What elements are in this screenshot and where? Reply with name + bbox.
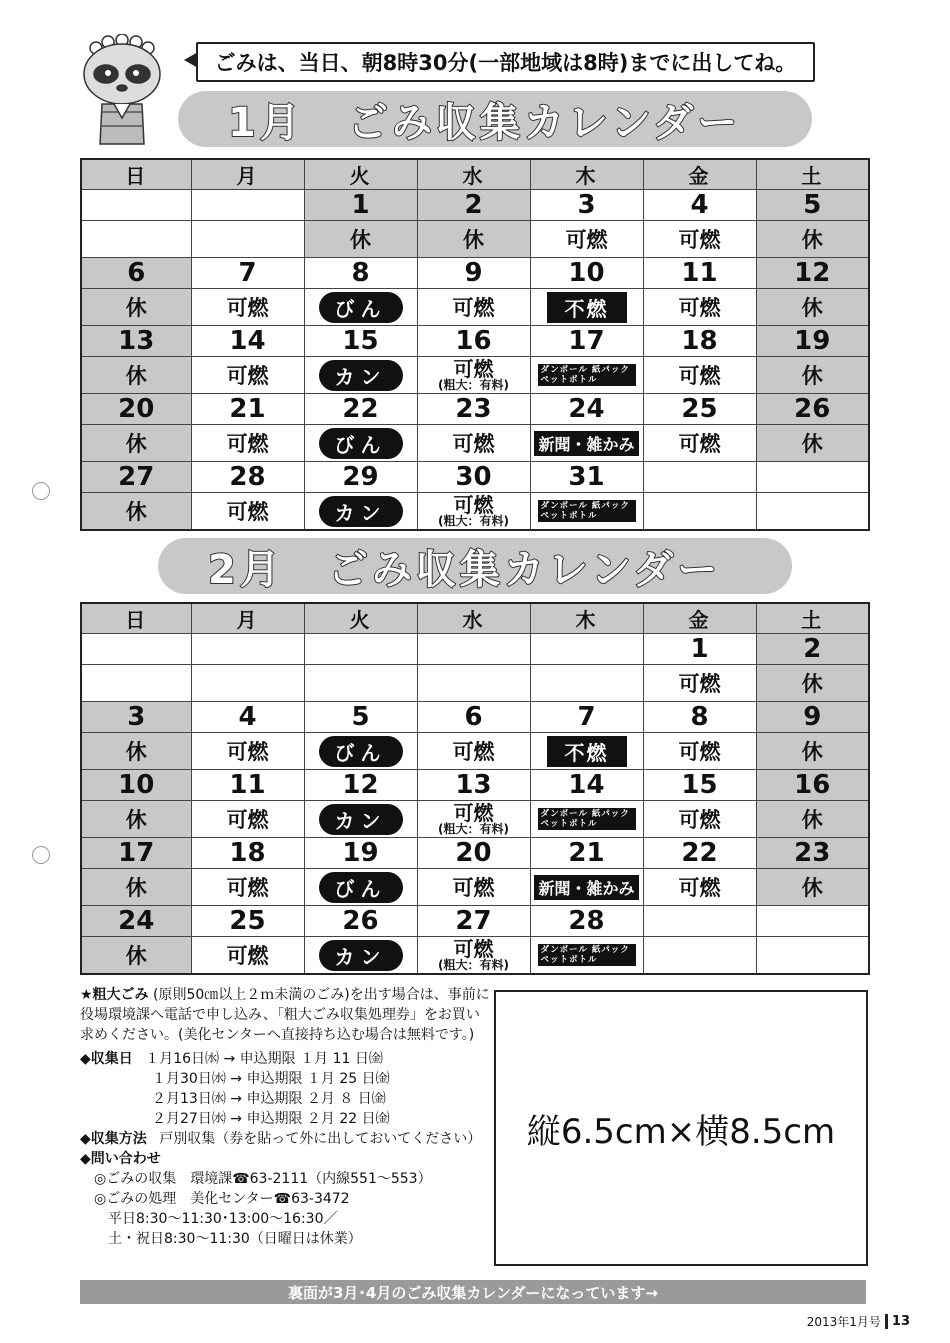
contact-line: 土・祝日8:30～11:30（日曜日は休業）	[108, 1231, 362, 1247]
date-cell: 8	[643, 702, 756, 733]
burnable-label: 可燃	[678, 432, 721, 456]
date-cell: 22	[304, 394, 417, 425]
collection-cell	[191, 733, 304, 770]
weekday-header: 日	[81, 159, 191, 190]
binder-hole-1	[32, 482, 50, 500]
collection-cell	[81, 221, 191, 258]
burnable-label: 可燃	[226, 364, 269, 388]
date-cell	[81, 634, 191, 665]
date-cell: 27	[81, 462, 191, 493]
collection-cell	[304, 221, 417, 258]
burnable-label: 可燃	[678, 672, 721, 696]
date-cell: 12	[756, 258, 869, 289]
date-cell: 4	[191, 702, 304, 733]
date-cell: 21	[530, 838, 643, 869]
collection-cell	[417, 493, 530, 531]
date-cell: 15	[643, 770, 756, 801]
no-collection-label: 休	[801, 228, 823, 252]
weekday-header: 水	[417, 603, 530, 634]
collection-cell	[530, 357, 643, 394]
no-collection-label: 休	[801, 876, 823, 900]
date-row	[81, 462, 869, 493]
collection-cell	[417, 665, 530, 702]
collection-cell	[643, 289, 756, 326]
issue-label: 2013年1月号	[806, 1315, 881, 1329]
collect-heading: ◆収集日	[80, 1051, 133, 1067]
page-footer	[807, 1313, 910, 1330]
collection-cell	[304, 937, 417, 975]
collection-cell	[191, 289, 304, 326]
date-cell: 25	[191, 906, 304, 937]
burnable-label: 可燃	[565, 228, 608, 252]
collection-cell	[304, 425, 417, 462]
date-cell	[417, 634, 530, 665]
no-collection-label: 休	[801, 808, 823, 832]
collection-cell	[756, 665, 869, 702]
date-cell: 7	[530, 702, 643, 733]
date-cell: 3	[81, 702, 191, 733]
date-cell: 6	[417, 702, 530, 733]
no-collection-label: 休	[125, 876, 147, 900]
date-cell: 24	[530, 394, 643, 425]
collection-cell	[191, 801, 304, 838]
weekday-header-row	[81, 159, 869, 190]
collection-cell	[417, 937, 530, 975]
recyclables-badge: ダンボール 紙パック ペットボトル	[538, 944, 636, 966]
calendar-february	[80, 602, 870, 975]
category-row	[81, 493, 869, 531]
weekday-header: 土	[756, 159, 869, 190]
calendar-title-february: 2月 ごみ収集カレンダー	[158, 538, 792, 594]
no-collection-label: 休	[801, 432, 823, 456]
collection-cell	[530, 937, 643, 975]
burnable-label: 可燃	[452, 740, 495, 764]
collection-cell	[304, 733, 417, 770]
date-cell: 11	[643, 258, 756, 289]
collection-cell	[191, 493, 304, 531]
weekday-header: 水	[417, 159, 530, 190]
collection-cell	[756, 801, 869, 838]
date-cell	[643, 906, 756, 937]
collect-line: １月30日㈬ → 申込期限 １月 25 日㈮	[152, 1071, 390, 1087]
bulky-paid-label: (粗大：有料)	[438, 821, 509, 836]
non-burnable-badge: 不燃	[547, 736, 627, 767]
sodai-body: (原則50㎝以上２ｍ未満のごみ)を出す場合は、事前に役場環境課へ電話で申し込み、「粗大ごみ収集処理券」をお買い求めください。(美化センターへ直接持ち込む場合は無料です。)	[80, 987, 490, 1043]
collection-cell	[81, 733, 191, 770]
collection-cell	[81, 801, 191, 838]
burnable-label: 可燃	[452, 432, 495, 456]
no-collection-label: 休	[125, 944, 147, 968]
date-cell: 28	[191, 462, 304, 493]
date-cell: 16	[756, 770, 869, 801]
burnable-label: 可燃	[226, 500, 269, 524]
collection-cell	[191, 869, 304, 906]
collection-cell	[643, 357, 756, 394]
date-cell: 29	[304, 462, 417, 493]
method-heading: ◆収集方法	[80, 1131, 147, 1147]
date-cell: 23	[756, 838, 869, 869]
weekday-header: 日	[81, 603, 191, 634]
collection-cell	[304, 493, 417, 531]
date-row	[81, 326, 869, 357]
date-cell: 15	[304, 326, 417, 357]
weekday-header: 金	[643, 159, 756, 190]
burnable-label: 可燃	[226, 432, 269, 456]
date-row	[81, 770, 869, 801]
category-row	[81, 733, 869, 770]
weekday-header: 火	[304, 159, 417, 190]
date-row	[81, 634, 869, 665]
date-cell: 28	[530, 906, 643, 937]
weekday-header: 月	[191, 603, 304, 634]
date-cell: 11	[191, 770, 304, 801]
date-cell: 10	[530, 258, 643, 289]
collection-cell	[191, 221, 304, 258]
date-cell	[191, 634, 304, 665]
no-collection-label: 休	[125, 740, 147, 764]
date-cell: 17	[81, 838, 191, 869]
contact-line: 平日8:30～11:30･13:00～16:30／	[108, 1211, 338, 1227]
date-cell: 22	[643, 838, 756, 869]
date-cell: 17	[530, 326, 643, 357]
date-cell: 9	[756, 702, 869, 733]
collection-cell	[643, 665, 756, 702]
collection-cell	[304, 289, 417, 326]
collection-cell	[81, 937, 191, 975]
date-cell: 27	[417, 906, 530, 937]
collection-cell	[304, 665, 417, 702]
box-size-label: 縦6.5cm×横8.5cm	[526, 1111, 836, 1152]
next-page-banner: 裏面が3月･4月のごみ収集カレンダーになっています→	[80, 1280, 866, 1304]
category-row	[81, 665, 869, 702]
no-collection-label: 休	[125, 500, 147, 524]
date-cell: 13	[81, 326, 191, 357]
date-cell: 7	[191, 258, 304, 289]
collection-time-notice: ごみは、当日、朝8時30分(一部地域は8時)までに出してね。	[196, 42, 815, 82]
collection-cell	[643, 937, 756, 975]
date-cell: 31	[530, 462, 643, 493]
bulky-waste-notes	[80, 985, 490, 1249]
date-cell: 19	[756, 326, 869, 357]
collection-cell	[643, 425, 756, 462]
date-cell: 18	[643, 326, 756, 357]
collection-cell	[417, 869, 530, 906]
collection-cell	[530, 869, 643, 906]
collection-cell	[81, 425, 191, 462]
bulky-paid-label: (粗大：有料)	[438, 513, 509, 528]
date-cell: 4	[643, 190, 756, 221]
collection-cell	[191, 937, 304, 975]
collection-cell	[81, 869, 191, 906]
burnable-with-bulky	[418, 800, 530, 836]
collection-cell	[530, 221, 643, 258]
burnable-with-bulky	[418, 936, 530, 972]
no-collection-label: 休	[125, 432, 147, 456]
date-cell: 14	[530, 770, 643, 801]
date-cell: 24	[81, 906, 191, 937]
method-paragraph	[80, 1129, 490, 1149]
no-collection-label: 休	[801, 364, 823, 388]
collection-cell	[191, 665, 304, 702]
date-cell: 1	[643, 634, 756, 665]
burnable-label: 可燃	[226, 296, 269, 320]
category-row	[81, 357, 869, 394]
date-cell	[643, 462, 756, 493]
collect-line: ２月27日㈬ → 申込期限 ２月 22 日㈮	[152, 1111, 390, 1127]
date-cell: 30	[417, 462, 530, 493]
burnable-label: 可燃	[453, 800, 494, 825]
category-row	[81, 801, 869, 838]
placeholder-box	[494, 990, 868, 1266]
collection-cell	[417, 289, 530, 326]
date-cell: 20	[81, 394, 191, 425]
bulky-paid-label: (粗大：有料)	[438, 377, 509, 392]
collection-cell	[417, 425, 530, 462]
collection-cell	[756, 493, 869, 531]
category-row	[81, 937, 869, 975]
date-row	[81, 702, 869, 733]
sodai-heading: ★粗大ごみ	[80, 987, 149, 1003]
category-row	[81, 425, 869, 462]
burnable-label: 可燃	[678, 876, 721, 900]
date-cell: 21	[191, 394, 304, 425]
burnable-label: 可燃	[226, 944, 269, 968]
can-collection-badge: カン	[319, 804, 403, 835]
contact-line: ◎ごみの処理 美化センター☎63-3472	[94, 1191, 350, 1207]
non-burnable-badge: 不燃	[547, 292, 627, 323]
calendar-january	[80, 158, 870, 531]
collection-cell	[643, 801, 756, 838]
collection-cell	[756, 221, 869, 258]
sodai-paragraph	[80, 985, 490, 1045]
recyclables-badge: ダンボール 紙パック ペットボトル	[538, 364, 636, 386]
burnable-label: 可燃	[678, 808, 721, 832]
no-collection-label: 休	[125, 296, 147, 320]
collection-cell	[530, 493, 643, 531]
collection-cell	[530, 425, 643, 462]
collect-line: ２月13日㈬ → 申込期限 ２月 ８ 日㈮	[152, 1091, 386, 1107]
newspaper-badge: 新聞・雑かみ	[534, 875, 638, 900]
bulky-paid-label: (粗大：有料)	[438, 957, 509, 972]
burnable-label: 可燃	[226, 876, 269, 900]
collection-cell	[643, 221, 756, 258]
collection-cell	[81, 665, 191, 702]
weekday-header: 木	[530, 159, 643, 190]
burnable-label: 可燃	[452, 876, 495, 900]
date-cell	[304, 634, 417, 665]
burnable-label: 可燃	[453, 492, 494, 517]
burnable-label: 可燃	[226, 740, 269, 764]
date-cell	[81, 190, 191, 221]
category-row	[81, 221, 869, 258]
burnable-label: 可燃	[678, 364, 721, 388]
weekday-header: 木	[530, 603, 643, 634]
no-collection-label: 休	[125, 808, 147, 832]
page-number: 13	[885, 1314, 910, 1329]
weekday-header: 火	[304, 603, 417, 634]
bottle-collection-badge: びん	[319, 292, 403, 323]
weekday-header-row	[81, 603, 869, 634]
collection-cell	[304, 869, 417, 906]
collection-cell	[756, 357, 869, 394]
date-cell: 19	[304, 838, 417, 869]
burnable-label: 可燃	[678, 740, 721, 764]
tanuki-mascot-icon	[72, 34, 172, 154]
date-cell: 18	[191, 838, 304, 869]
can-collection-badge: カン	[319, 940, 403, 971]
collection-cell	[191, 425, 304, 462]
no-collection-label: 休	[801, 740, 823, 764]
collection-cell	[81, 493, 191, 531]
collection-cell	[756, 937, 869, 975]
date-cell: 26	[304, 906, 417, 937]
date-cell: 13	[417, 770, 530, 801]
date-row	[81, 838, 869, 869]
collection-cell	[191, 357, 304, 394]
method-body: 戸別収集（券を貼って外に出しておいてください）	[159, 1131, 482, 1147]
no-collection-label: 休	[801, 672, 823, 696]
collection-cell	[756, 425, 869, 462]
collection-cell	[417, 733, 530, 770]
collection-cell	[643, 733, 756, 770]
date-cell: 23	[417, 394, 530, 425]
date-row	[81, 906, 869, 937]
burnable-label: 可燃	[226, 808, 269, 832]
date-cell: 1	[304, 190, 417, 221]
date-cell: 6	[81, 258, 191, 289]
date-cell: 9	[417, 258, 530, 289]
category-row	[81, 289, 869, 326]
date-cell: 25	[643, 394, 756, 425]
burnable-with-bulky	[418, 492, 530, 528]
collection-cell	[756, 869, 869, 906]
bottle-collection-badge: びん	[319, 872, 403, 903]
burnable-label: 可燃	[678, 296, 721, 320]
no-collection-label: 休	[801, 296, 823, 320]
contact-heading: ◆問い合わせ	[80, 1151, 161, 1167]
weekday-header: 土	[756, 603, 869, 634]
date-cell: 5	[756, 190, 869, 221]
weekday-header: 月	[191, 159, 304, 190]
date-cell: 2	[756, 634, 869, 665]
collection-cell	[304, 801, 417, 838]
collection-cell	[417, 801, 530, 838]
can-collection-badge: カン	[319, 360, 403, 391]
collection-cell	[756, 289, 869, 326]
recyclables-badge: ダンボール 紙パック ペットボトル	[538, 500, 636, 522]
collect-paragraph	[80, 1049, 490, 1069]
date-cell: 10	[81, 770, 191, 801]
collection-cell	[643, 869, 756, 906]
bottle-collection-badge: びん	[319, 736, 403, 767]
recyclables-badge: ダンボール 紙パック ペットボトル	[538, 808, 636, 830]
burnable-label: 可燃	[678, 228, 721, 252]
can-collection-badge: カン	[319, 496, 403, 527]
collection-cell	[304, 357, 417, 394]
date-cell: 20	[417, 838, 530, 869]
collection-cell	[530, 733, 643, 770]
collection-cell	[81, 357, 191, 394]
date-row	[81, 190, 869, 221]
date-cell	[756, 906, 869, 937]
date-cell: 8	[304, 258, 417, 289]
date-cell: 14	[191, 326, 304, 357]
date-cell	[756, 462, 869, 493]
newspaper-badge: 新聞・雑かみ	[534, 431, 638, 456]
date-cell: 3	[530, 190, 643, 221]
no-collection-label: 休	[463, 228, 484, 252]
date-cell: 16	[417, 326, 530, 357]
date-cell: 5	[304, 702, 417, 733]
category-row	[81, 869, 869, 906]
date-cell	[530, 634, 643, 665]
contact-line: ◎ごみの収集 環境課☎63-2111（内線551～553）	[94, 1171, 432, 1187]
bottle-collection-badge: びん	[319, 428, 403, 459]
burnable-label: 可燃	[453, 356, 494, 381]
collection-cell	[756, 733, 869, 770]
collection-cell	[81, 289, 191, 326]
collection-cell	[643, 493, 756, 531]
date-row	[81, 258, 869, 289]
burnable-with-bulky	[418, 356, 530, 392]
date-row	[81, 394, 869, 425]
burnable-label: 可燃	[452, 296, 495, 320]
no-collection-label: 休	[350, 228, 371, 252]
calendar-title-january: 1月 ごみ収集カレンダー	[178, 91, 812, 147]
collection-cell	[417, 221, 530, 258]
date-cell	[191, 190, 304, 221]
collection-cell	[530, 289, 643, 326]
date-cell: 26	[756, 394, 869, 425]
no-collection-label: 休	[125, 364, 147, 388]
date-cell: 2	[417, 190, 530, 221]
weekday-header: 金	[643, 603, 756, 634]
burnable-label: 可燃	[453, 936, 494, 961]
collection-cell	[417, 357, 530, 394]
binder-hole-2	[32, 846, 50, 864]
date-cell: 12	[304, 770, 417, 801]
collect-line: １月16日㈬ → 申込期限 １月 11 日㈮	[145, 1051, 383, 1067]
collection-cell	[530, 801, 643, 838]
collection-cell	[530, 665, 643, 702]
